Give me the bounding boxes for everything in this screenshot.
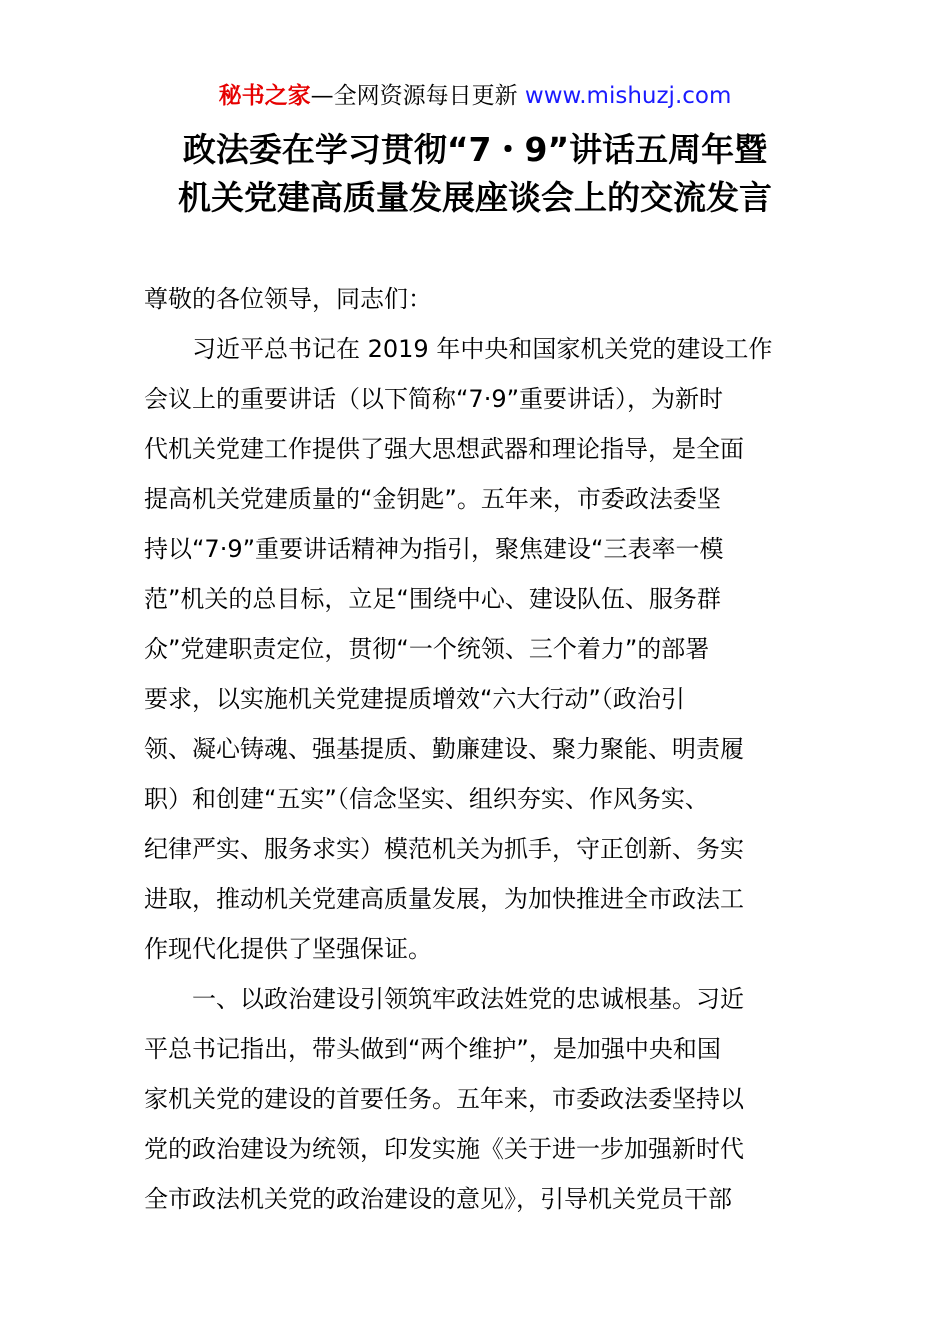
title-line: 政法委在学习贯彻“7・9”讲话五周年暨 <box>182 130 768 169</box>
paragraph-line: 职）和创建“五实”（信念坚实、组织夯实、作风务实、 <box>144 785 709 813</box>
document-title <box>0 126 950 222</box>
paragraph-line: 平总书记指出，带头做到“两个维护”，是加强中央和国 <box>144 1035 721 1063</box>
paragraph-line: 进取，推动机关党建高质量发展，为加快推进全市政法工 <box>144 885 744 913</box>
paragraph-line: 家机关党的建设的首要任务。五年来，市委政法委坚持以 <box>144 1085 744 1113</box>
paragraph-line: 作现代化提供了坚强保证。 <box>144 935 432 963</box>
paragraph-line: 党的政治建设为统领，印发实施《关于进一步加强新时代 <box>144 1135 744 1163</box>
paragraph-line: 会议上的重要讲话（以下简称“7·9”重要讲话），为新时 <box>144 385 724 413</box>
salutation: 尊敬的各位领导，同志们： <box>144 285 432 313</box>
section-heading-line: 一、以政治建设引领筑牢政法姓党的忠诚根基。习近 <box>192 985 744 1013</box>
paragraph-line: 纪律严实、服务求实）模范机关为抓手，守正创新、务实 <box>144 835 744 863</box>
header-tagline: —全网资源每日更新 <box>310 83 518 109</box>
paragraph-line: 范”机关的总目标，立足“围绕中心、建设队伍、服务群 <box>144 585 721 613</box>
site-url-link[interactable]: www.mishuzj.com <box>524 83 732 109</box>
document-body <box>144 274 808 1224</box>
paragraph-line: 要求，以实施机关党建提质增效“六大行动”（政治引 <box>144 685 685 713</box>
paragraph-line: 领、凝心铸魂、强基提质、勤廉建设、聚力聚能、明责履 <box>144 735 744 763</box>
paragraph-line: 众”党建职责定位，贯彻“一个统领、三个着力”的部署 <box>144 635 710 663</box>
brand-name: 秘书之家 <box>218 83 311 109</box>
paragraph-line: 全市政法机关党的政治建设的意见》，引导机关党员干部 <box>144 1185 732 1213</box>
site-header <box>0 80 950 112</box>
paragraph-line: 代机关党建工作提供了强大思想武器和理论指导，是全面 <box>144 435 744 463</box>
paragraph-line: 习近平总书记在 2019 年中央和国家机关党的建设工作 <box>192 335 773 363</box>
title-line: 机关党建高质量发展座谈会上的交流发言 <box>178 178 772 217</box>
paragraph-line: 持以“7·9”重要讲话精神为指引，聚焦建设“三表率一模 <box>144 535 724 563</box>
paragraph-line: 提高机关党建质量的“金钥匙”。五年来，市委政法委坚 <box>144 485 721 513</box>
